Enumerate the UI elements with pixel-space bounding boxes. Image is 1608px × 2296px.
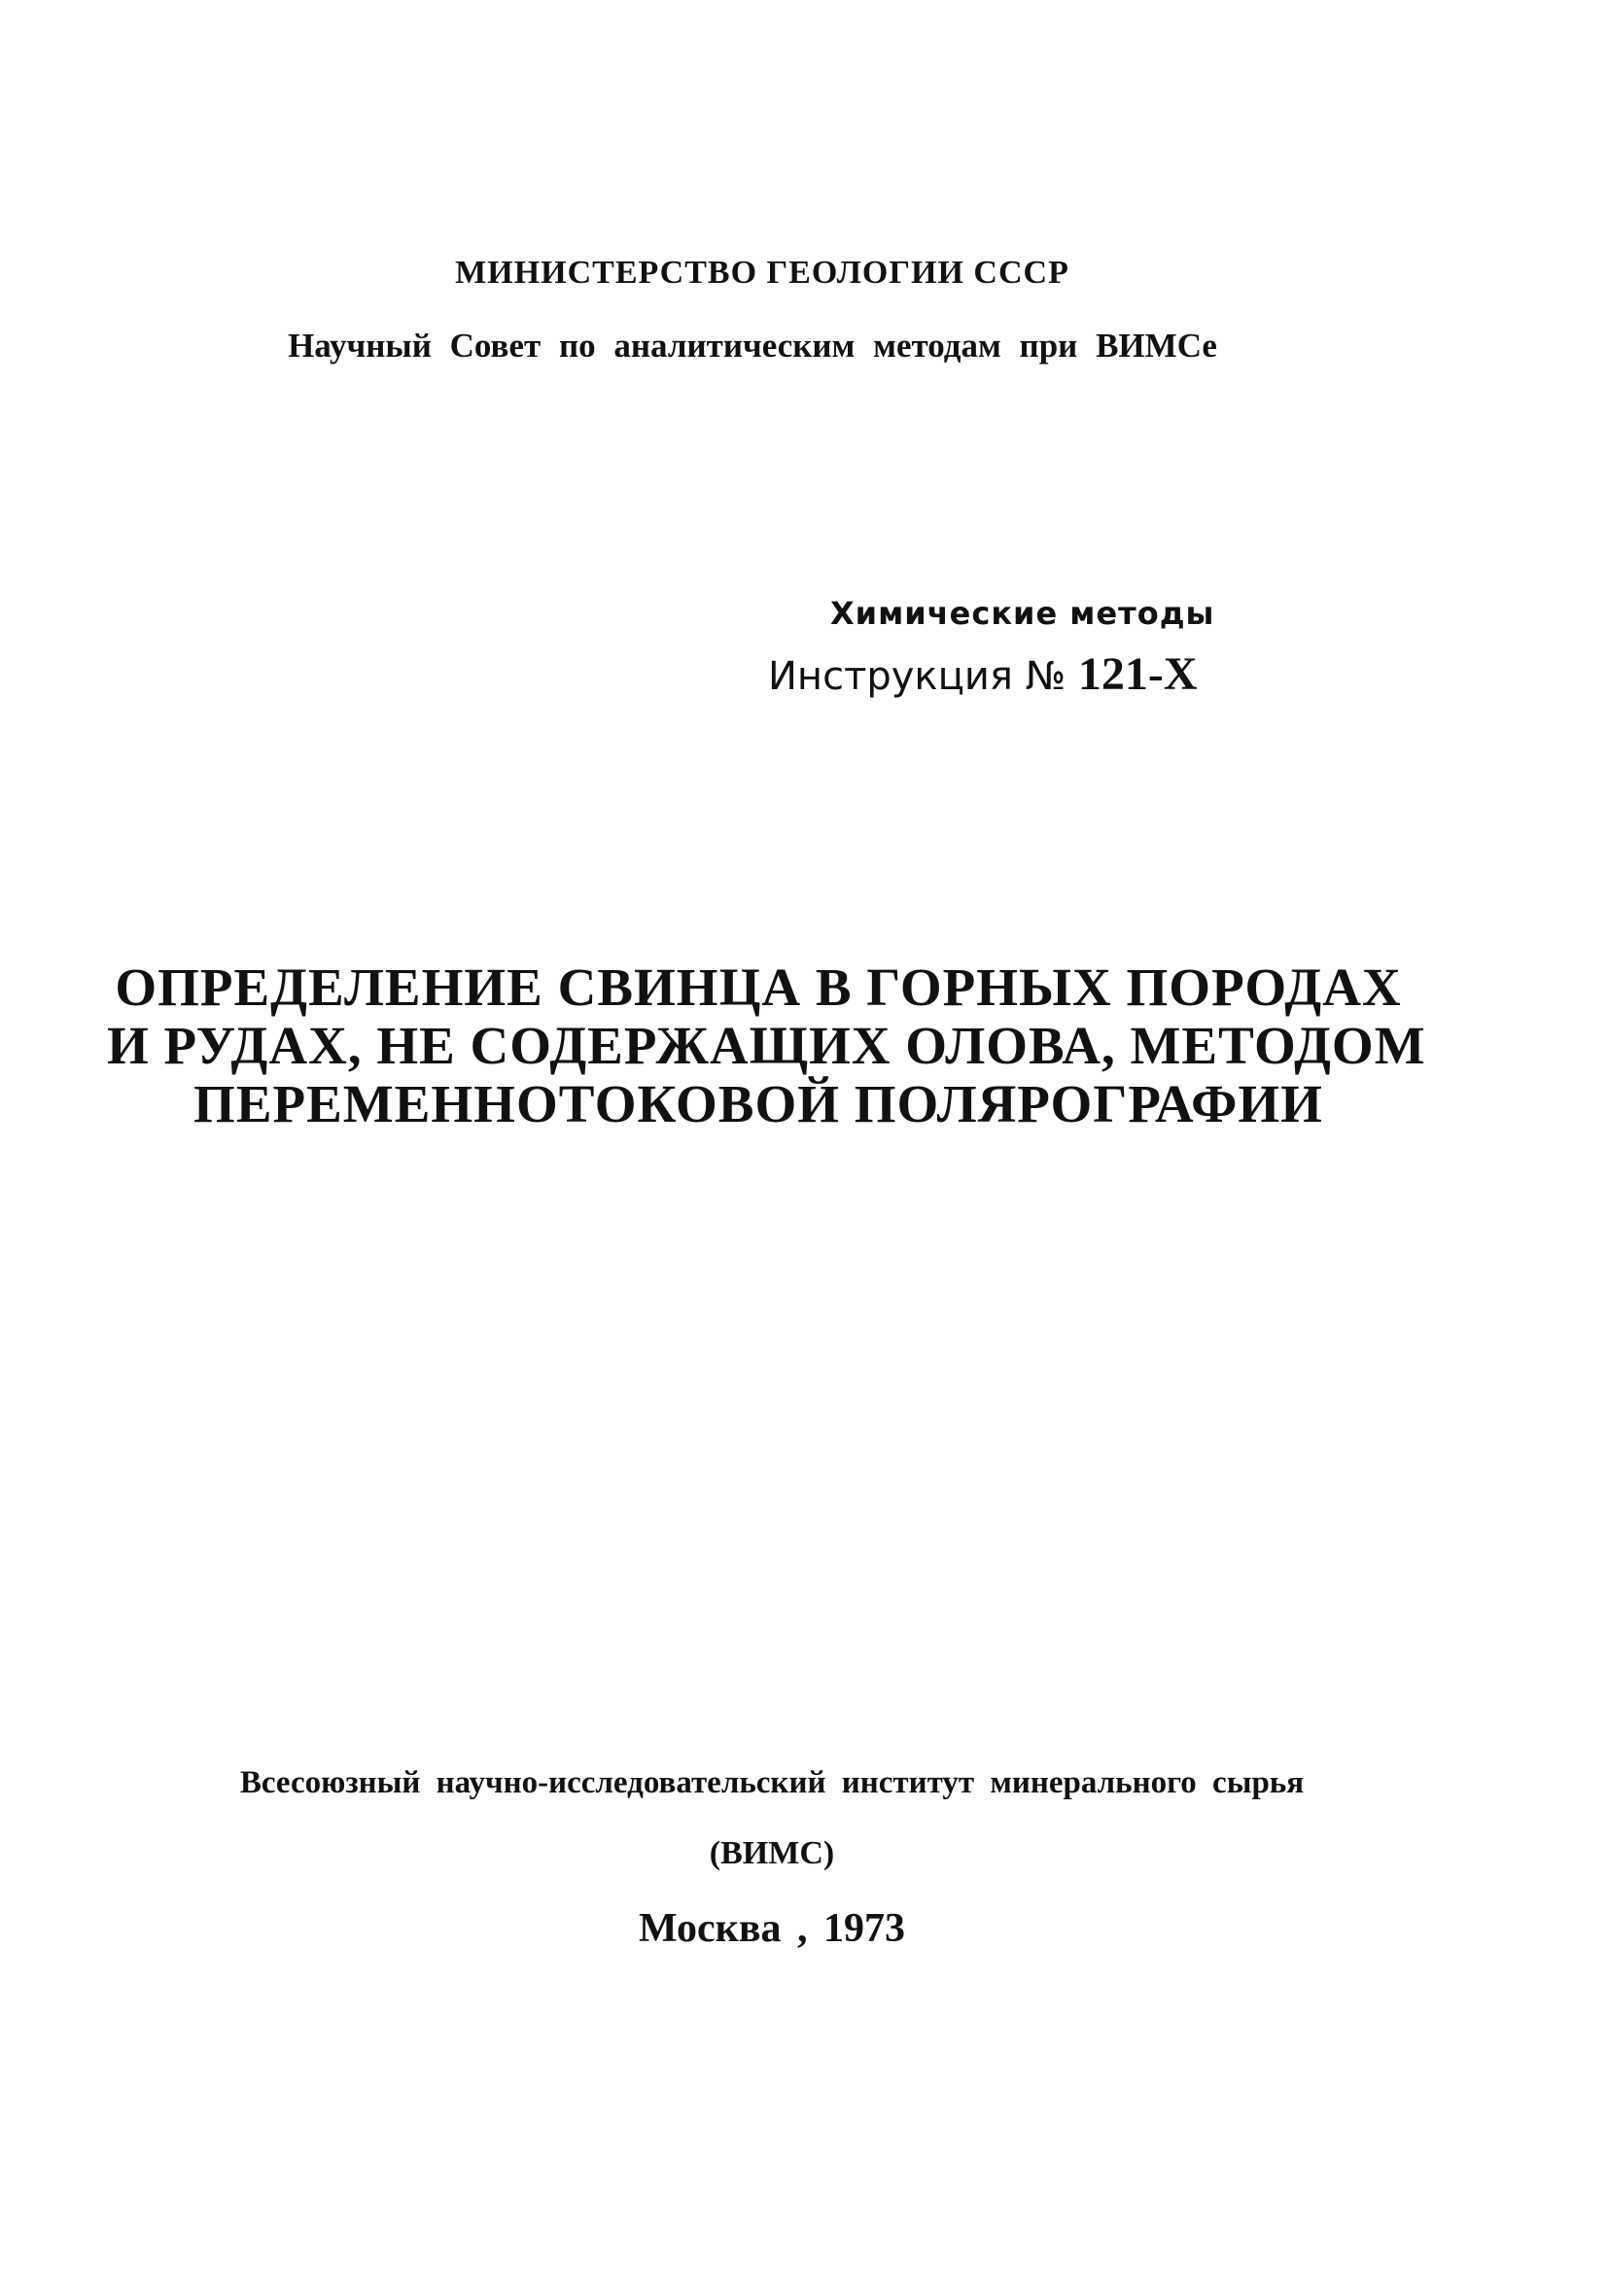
method-category: Химические методы	[830, 595, 1215, 632]
title-line: ОПРЕДЕЛЕНИЕ СВИНЦА В ГОРНЫХ ПОРОДАХ	[115, 957, 1402, 1017]
title-line: И РУДАХ, НЕ СОДЕРЖАЩИХ ОЛОВА, МЕТОДОМ	[107, 1016, 1426, 1075]
series-block	[768, 595, 1254, 701]
institute-abbreviation: (ВИМС)	[709, 1835, 835, 1871]
ministry-heading: МИНИСТЕРСТВО ГЕОЛОГИИ СССР	[455, 255, 1069, 291]
instruction-label: Инструкция №	[768, 654, 1066, 699]
document-title	[107, 957, 1426, 1133]
city-year: Москва , 1973	[638, 1906, 906, 1951]
title-line: ПЕРЕМЕННОТОКОВОЙ ПОЛЯРОГРАФИИ	[193, 1074, 1323, 1133]
council-heading: Научный Совет по аналитическим методам при ВИМСе	[288, 327, 1217, 365]
instruction-number	[768, 647, 1254, 701]
institute-name: Всесоюзный научно-исследовательский институт минерального сырья	[239, 1765, 1305, 1800]
instruction-code: 121-Х	[1077, 648, 1198, 700]
